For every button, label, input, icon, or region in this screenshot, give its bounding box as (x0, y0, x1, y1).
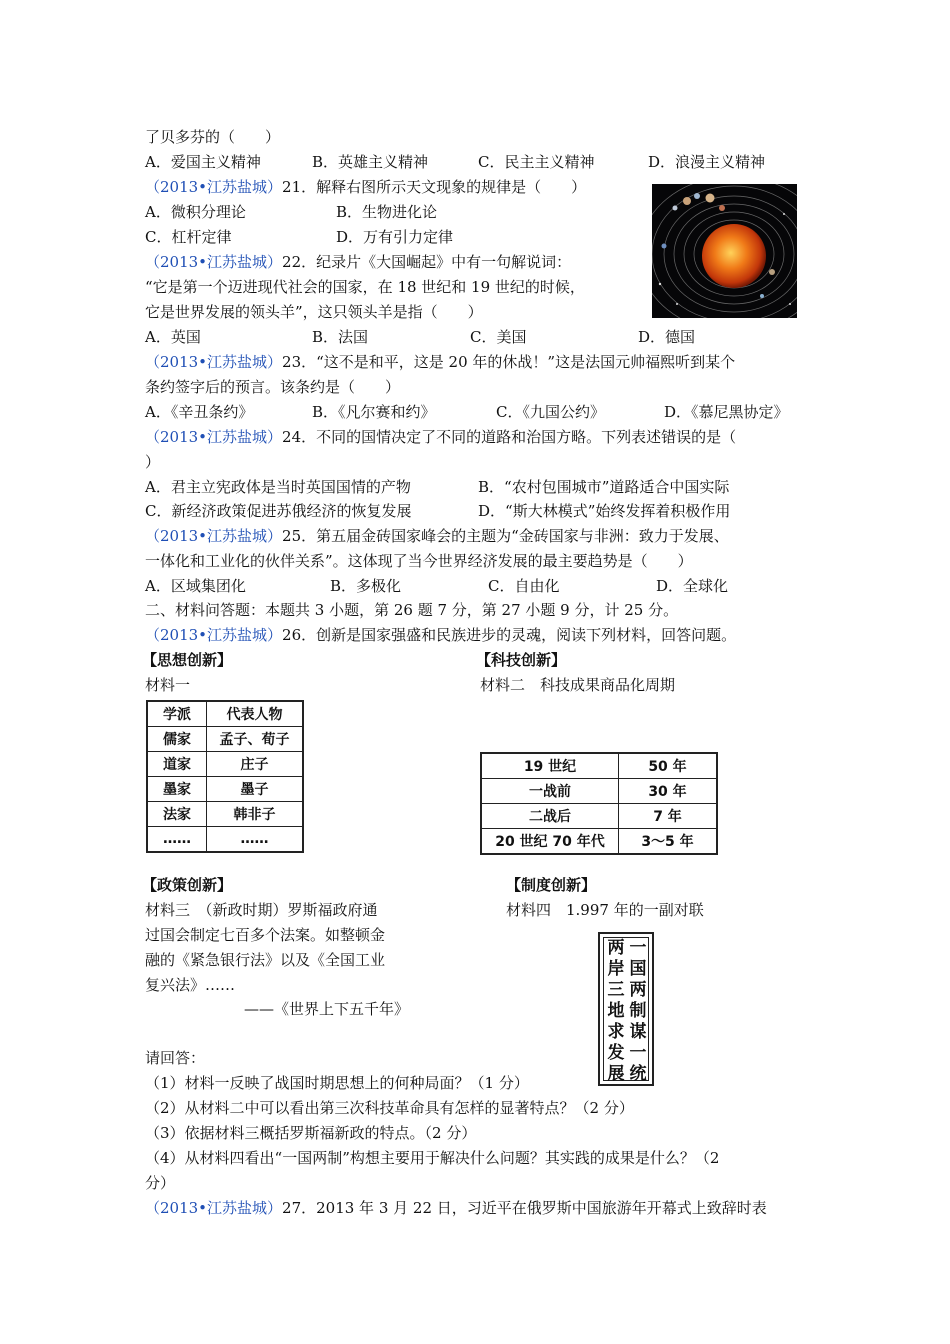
question-2: （2）从材料二中可以看出第三次科技革命具有怎样的显著特点？（2 分） (145, 1099, 634, 1117)
table-row (147, 827, 303, 853)
table-row (481, 753, 717, 779)
table-cell: 学派 (147, 701, 207, 727)
question-1: （1）材料一反映了战国时期思想上的何种局面？（1 分） (145, 1074, 529, 1092)
table-cell: 一战前 (481, 779, 619, 804)
m3-line4: 复兴法》…… (145, 976, 236, 994)
q24-option-b: B．“农村包围城市”道路适合中国实际 (478, 478, 730, 496)
q22-line2: “它是第一个迈进现代社会的国家，在 18 世纪和 19 世纪的时候， (145, 278, 585, 296)
q24-option-a: A．君主立宪政体是当时英国国情的产物 (145, 478, 411, 496)
q22-line1: 22．纪录片《大国崛起》中有一句解说词： (282, 253, 572, 271)
q22-option-a: A．英国 (145, 328, 201, 346)
table-row (481, 804, 717, 829)
q21-question (145, 176, 586, 198)
q20-option-a: A．爱国主义精神 (145, 153, 261, 171)
q25-question (145, 525, 729, 547)
couplet-left-line: 两 岸 三 地 求 发 展 (607, 938, 625, 1084)
question-4-tail: 分） (145, 1174, 176, 1192)
q20-option-c: C．民主主义精神 (478, 153, 595, 171)
q25-source: （2013•江苏盐城） (145, 527, 283, 545)
table-cell: 庄子 (207, 752, 304, 777)
q23-line1: 23．“这不是和平，这是 20 年的休战！”这是法国元帅福熙听到某个 (282, 353, 736, 371)
table-row (147, 752, 303, 777)
table-cell: 墨家 (147, 777, 207, 802)
question-3: （3）依据材料三概括罗斯福新政的特点。（2 分） (145, 1124, 477, 1142)
q20-option-d: D．浪漫主义精神 (648, 153, 766, 171)
couplet-right-line: 一 国 两 制 谋 一 统 (629, 938, 647, 1084)
q21-option-a: A．微积分理论 (145, 203, 246, 221)
m3-line1: 材料三 （新政时期）罗斯福政府通 (145, 901, 378, 919)
couplet-box (598, 932, 654, 1086)
q22-question (145, 251, 571, 273)
q21-option-b: B．生物进化论 (336, 203, 438, 221)
q23-source: （2013•江苏盐城） (145, 353, 283, 371)
table-cell: 20 世纪 70 年代 (481, 829, 619, 855)
q24-option-c: C．新经济政策促进苏俄经济的恢复发展 (145, 502, 412, 520)
q26-source: （2013•江苏盐城） (145, 626, 283, 644)
q23-question (145, 351, 735, 373)
solar-system-image (652, 184, 797, 318)
m3-line2: 过国会制定七百多个法案。如整顿金 (145, 926, 386, 944)
q26-text: 26．创新是国家强盛和民族进步的灵魂，阅读下列材料，回答问题。 (282, 626, 737, 644)
q25-option-c: C．自由化 (488, 577, 560, 595)
question-4: （4）从材料四看出“一国两制”构想主要用于解决什么问题？其实践的成果是什么？（2 (145, 1149, 720, 1167)
q25-line1: 25．第五届金砖国家峰会的主题为“金砖国家与非洲：致力于发展、 (282, 527, 729, 545)
q22-option-c: C．美国 (470, 328, 527, 346)
table-cell: …… (147, 827, 207, 853)
q22-line3: 它是世界发展的领头羊”，这只领头羊是指（ ） (145, 303, 483, 321)
q27-question (145, 1197, 767, 1219)
m1-heading: 【思想创新】 (142, 651, 233, 669)
m2-label: 材料二 科技成果商品化周期 (480, 676, 676, 694)
table-cell: 代表人物 (207, 701, 304, 727)
table-row (147, 701, 303, 727)
m2-heading: 【科技创新】 (476, 651, 567, 669)
table-cell: …… (207, 827, 304, 853)
q22-source: （2013•江苏盐城） (145, 253, 283, 271)
q24-option-d: D．“斯大林模式”始终发挥着积极作用 (478, 502, 731, 520)
q25-option-d: D．全球化 (656, 577, 729, 595)
table-row (147, 802, 303, 827)
q22-option-d: D．德国 (638, 328, 696, 346)
q20-tail: 了贝多芬的（ ） (145, 128, 281, 146)
q22-option-b: B．法国 (312, 328, 369, 346)
table-cell: 孟子、荀子 (207, 727, 304, 752)
m3-line3: 融的《紧急银行法》以及《全国工业 (145, 951, 386, 969)
q21-option-d: D．万有引力定律 (336, 228, 454, 246)
q23-option-d: D．《慕尼黑协定》 (664, 403, 789, 421)
q21-source: （2013•江苏盐城） (145, 178, 283, 196)
section-2-heading: 二、材料问答题：本题共 3 小题，第 26 题 7 分，第 27 小题 9 分，计 25 分。 (145, 601, 679, 619)
q20-option-b: B．英雄主义精神 (312, 153, 429, 171)
q25-line2: 一体化和工业化的伙伴关系”。这体现了当今世界经济发展的最主要趋势是（ ） (145, 552, 693, 570)
q23-option-b: B．《凡尔赛和约》 (312, 403, 436, 421)
m3-citation: ——《世界上下五千年》 (244, 1000, 410, 1018)
table-row (481, 779, 717, 804)
table-cell: 19 世纪 (481, 753, 619, 779)
q21-option-c: C．杠杆定律 (145, 228, 232, 246)
q23-line2: 条约签字后的预言。该条约是（ ） (145, 378, 401, 396)
table-cell: 儒家 (147, 727, 207, 752)
table-cell: 法家 (147, 802, 207, 827)
q25-option-b: B．多极化 (330, 577, 402, 595)
q24-line2: ） (145, 453, 161, 471)
table-row (481, 829, 717, 855)
table-cell: 3～5 年 (619, 829, 718, 855)
m2-table (480, 752, 718, 855)
table-row (147, 777, 303, 802)
table-cell: 二战后 (481, 804, 619, 829)
q24-source: （2013•江苏盐城） (145, 428, 283, 446)
q24-line1: 24．不同的国情决定了不同的道路和治国方略。下列表述错误的是（ (282, 428, 737, 446)
q25-option-a: A．区域集团化 (145, 577, 246, 595)
q27-source: （2013•江苏盐城） (145, 1199, 283, 1217)
m4-label: 材料四 1.997 年的一副对联 (506, 901, 704, 919)
table-row (147, 727, 303, 752)
answer-prompt: 请回答： (145, 1049, 206, 1067)
m4-heading: 【制度创新】 (506, 876, 597, 894)
table-cell: 墨子 (207, 777, 304, 802)
q27-text: 27．2013 年 3 月 22 日，习近平在俄罗斯中国旅游年开幕式上致辞时表 (282, 1199, 767, 1217)
table-cell: 30 年 (619, 779, 718, 804)
q21-text: 21．解释右图所示天文现象的规律是（ ） (282, 178, 587, 196)
q23-option-c: C．《九国公约》 (496, 403, 605, 421)
q24-question (145, 426, 736, 448)
m1-table (146, 700, 304, 853)
q23-option-a: A．《辛丑条约》 (145, 403, 254, 421)
table-cell: 50 年 (619, 753, 718, 779)
q26-question (145, 624, 736, 646)
table-cell: 韩非子 (207, 802, 304, 827)
table-cell: 7 年 (619, 804, 718, 829)
m3-heading: 【政策创新】 (142, 876, 233, 894)
m1-label: 材料一 (145, 676, 191, 694)
table-cell: 道家 (147, 752, 207, 777)
